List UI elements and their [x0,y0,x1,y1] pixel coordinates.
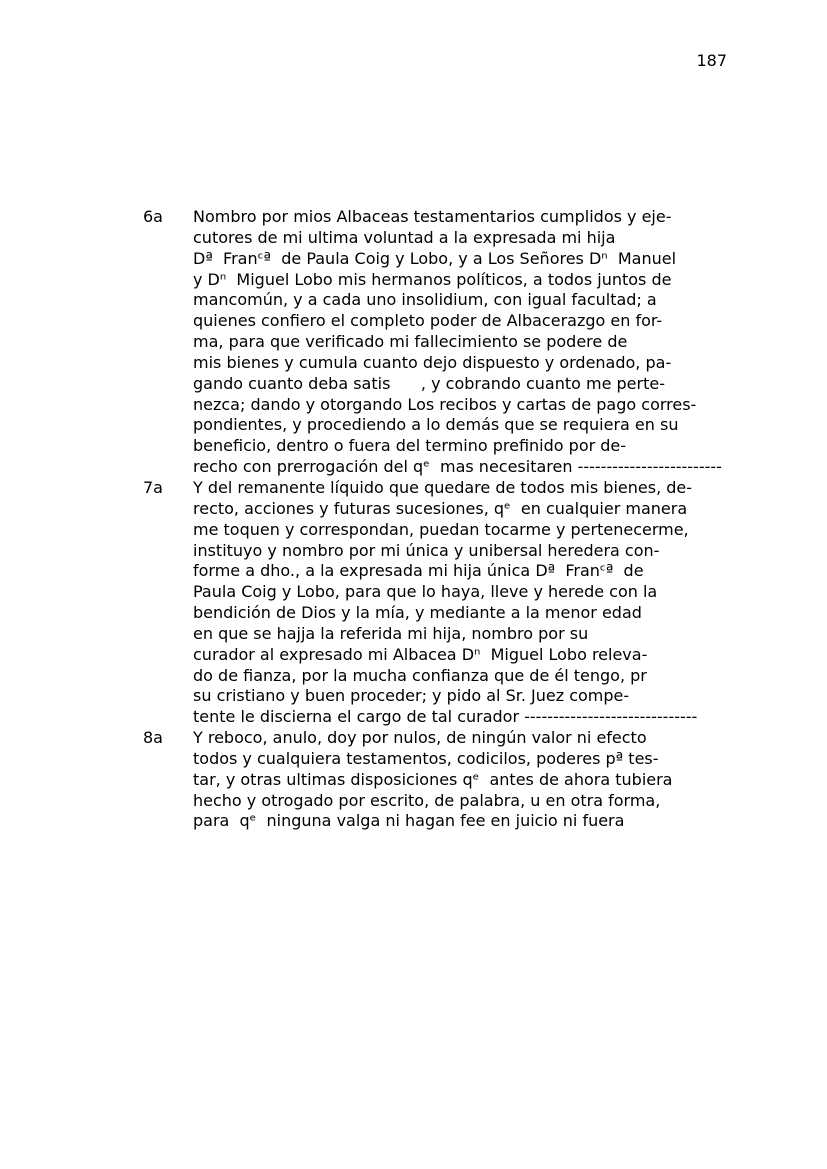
text-line [0,311,827,332]
line-text: mis bienes y cumula cuanto dejo dispuesto y ordenado, pa- [193,352,672,372]
text-line [0,582,827,603]
line-text: recto, acciones y futuras sucesiones, qᵉ en cualquier manera [193,498,688,518]
line-text: y Dⁿ Miguel Lobo mis hermanos políticos, a todos juntos de [193,269,672,289]
line-text: Y del remanente líquido que quedare de todos mis bienes, de- [193,477,693,497]
line-text: ma, para que verificado mi fallecimiento se podere de [193,332,628,352]
line-text: nezca; dando y otorgando Los recibos y cartas de pago corres- [193,394,697,414]
line-text: Nombro por mios Albaceas testamentarios cumplidos y eje- [193,207,672,226]
text-line [0,374,827,395]
line-text: do de fianza, por la mucha confianza que de él tengo, pr [193,665,647,685]
text-line [0,728,827,749]
line-text: Y reboco, anulo, doy por nulos, de ningún valor ni efecto [193,728,647,748]
line-text: forme a dho., a la expresada mi hija única Dª Franᶜª de [193,561,644,581]
text-line [0,478,827,499]
text-line [0,624,827,645]
text-line [0,228,827,249]
text-line [0,541,827,562]
text-line [0,645,827,666]
line-text: para qᵉ ninguna valga ni hagan fee en juicio ni fuera [193,811,625,831]
text-line [0,290,827,311]
text-line [0,207,827,228]
line-text: beneficio, dentro o fuera del termino prefinido por de- [193,436,627,456]
line-text: pondientes, y procediendo a lo demás que se requiera en su [193,415,679,435]
line-text: bendición de Dios y la mía, y mediante a la menor edad [193,603,642,623]
line-text: cutores de mi ultima voluntad a la expresada mi hija [193,227,616,247]
text-line [0,457,827,478]
text-line [0,791,827,812]
text-line [0,707,827,728]
line-text: hecho y otrogado por escrito, de palabra, u en otra forma, [193,790,661,810]
line-text: instituyo y nombro por mi única y unibersal heredera con- [193,540,660,560]
line-text: su cristiano y buen proceder; y pido al Sr. Juez compe- [193,686,630,706]
line-text: tar, y otras ultimas disposiciones qᵉ antes de ahora tubiera [193,769,673,789]
line-text: todos y cualquiera testamentos, codicilos, poderes pª tes- [193,748,659,768]
line-text: me toquen y correspondan, puedan tocarme y pertenecerme, [193,519,689,539]
text-line [0,249,827,270]
text-line [0,520,827,541]
text-line [0,415,827,436]
line-text: quienes confiero el completo poder de Albacerazgo en for- [193,311,663,331]
text-line [0,499,827,520]
text-line [0,561,827,582]
line-text: mancomún, y a cada uno insolidium, con igual facultad; a [193,290,657,310]
text-line [0,749,827,770]
line-text: en que se hajja la referida mi hija, nombro por su [193,623,589,643]
line-text: Dª Franᶜª de Paula Coig y Lobo, y a Los Señores Dⁿ Manuel [193,248,677,268]
page-number: 187 [696,51,727,70]
clause-number: 8a [143,728,163,748]
line-text: tente le discierna el cargo de tal curador ------------------------------ [193,707,698,727]
line-text: Paula Coig y Lobo, para que lo haya, lleve y herede con la [193,582,658,602]
text-line [0,270,827,291]
text-line [0,770,827,791]
text-line [0,666,827,687]
line-text: curador al expresado mi Albacea Dⁿ Miguel Lobo releva- [193,644,648,664]
text-line [0,395,827,416]
clause-number: 7a [143,477,163,497]
line-text: recho con prerrogación del qᵉ mas necesitaren ------------------------- [193,457,722,477]
text-line [0,436,827,457]
text-line [0,332,827,353]
text-line [0,686,827,707]
line-text: gando cuanto deba satis , y cobrando cuanto me perte- [193,373,665,393]
document-body [0,207,827,832]
text-line [0,811,827,832]
text-line [0,603,827,624]
text-line [0,353,827,374]
clause-number: 6a [143,207,163,226]
